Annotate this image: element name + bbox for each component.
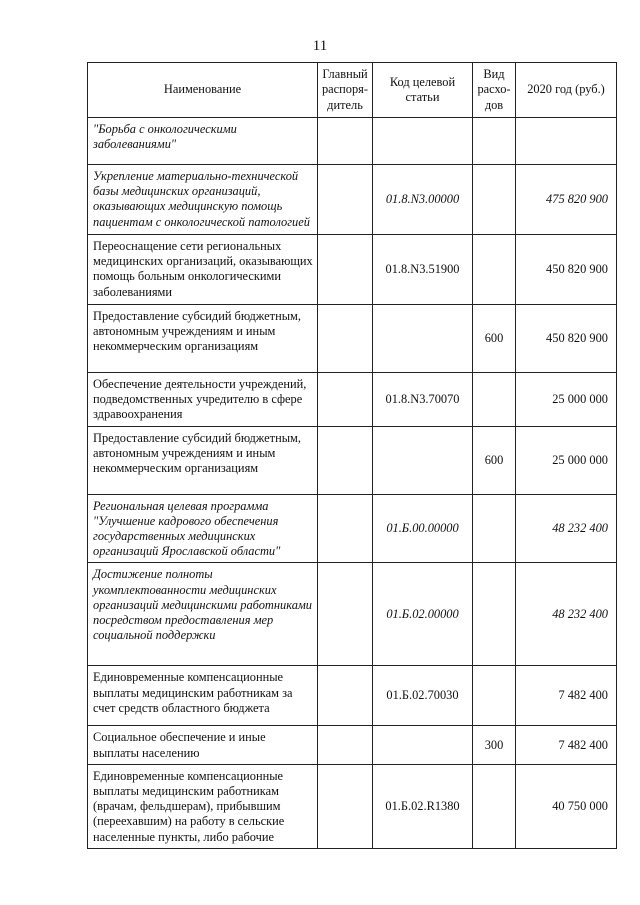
table-row bbox=[88, 235, 617, 305]
table-row bbox=[88, 726, 617, 764]
row-code-cell: 01.Б.02.00000 bbox=[373, 563, 473, 666]
row-admin-cell bbox=[318, 305, 373, 373]
row-name-cell: Предоставление субсидий бюджетным, автономным учреждениям и иным некоммерческим организациям bbox=[88, 305, 318, 373]
row-name-cell: Укрепление материально-технической базы медицинских организаций, оказывающих медицинскую помощь пациентам с онкологической патологией bbox=[88, 165, 318, 235]
table-header-row bbox=[88, 63, 617, 118]
row-admin-cell bbox=[318, 666, 373, 726]
row-type-cell: 600 bbox=[473, 305, 516, 373]
row-type-cell bbox=[473, 235, 516, 305]
row-admin-cell bbox=[318, 426, 373, 494]
header-admin: Главный распоря-дитель bbox=[318, 63, 373, 118]
row-sum-cell: 475 820 900 bbox=[516, 165, 617, 235]
row-code-cell: 01.Б.02.70030 bbox=[373, 666, 473, 726]
row-code-cell: 01.Б.02.R1380 bbox=[373, 764, 473, 848]
row-type-cell bbox=[473, 165, 516, 235]
table-row bbox=[88, 764, 617, 848]
row-sum-cell: 7 482 400 bbox=[516, 726, 617, 764]
header-type: Вид расхо-дов bbox=[473, 63, 516, 118]
row-code-cell bbox=[373, 305, 473, 373]
row-admin-cell bbox=[318, 563, 373, 666]
page-number: 11 bbox=[312, 38, 328, 54]
row-sum-cell: 450 820 900 bbox=[516, 235, 617, 305]
row-type-cell bbox=[473, 494, 516, 563]
row-type-cell: 600 bbox=[473, 426, 516, 494]
header-code: Код целевой статьи bbox=[373, 63, 473, 118]
row-admin-cell bbox=[318, 118, 373, 165]
row-type-cell: 300 bbox=[473, 726, 516, 764]
table-row bbox=[88, 666, 617, 726]
row-code-cell bbox=[373, 726, 473, 764]
row-sum-cell: 25 000 000 bbox=[516, 373, 617, 427]
row-name-cell: Переоснащение сети региональных медицинских организаций, оказывающих помощь больным онкологическими заболеваниями bbox=[88, 235, 318, 305]
budget-table bbox=[87, 62, 617, 849]
row-code-cell: 01.8.N3.70070 bbox=[373, 373, 473, 427]
row-name-cell: "Борьба с онкологическими заболеваниями" bbox=[88, 118, 318, 165]
row-name-cell: Региональная целевая программа "Улучшение кадрового обеспечения государственных медицинских организаций Ярославской области" bbox=[88, 494, 318, 563]
row-name-cell: Социальное обеспечение и иные выплаты населению bbox=[88, 726, 318, 764]
table-row bbox=[88, 373, 617, 427]
row-type-cell bbox=[473, 563, 516, 666]
row-code-cell bbox=[373, 118, 473, 165]
row-code-cell: 01.Б.00.00000 bbox=[373, 494, 473, 563]
row-sum-cell: 7 482 400 bbox=[516, 666, 617, 726]
row-admin-cell bbox=[318, 764, 373, 848]
header-sum: 2020 год (руб.) bbox=[516, 63, 617, 118]
row-code-cell: 01.8.N3.51900 bbox=[373, 235, 473, 305]
row-sum-cell: 450 820 900 bbox=[516, 305, 617, 373]
row-type-cell bbox=[473, 764, 516, 848]
table-row bbox=[88, 165, 617, 235]
row-name-cell: Достижение полноты укомплектованности медицинских организаций медицинскими работниками посредством предоставления мер социальной поддержки bbox=[88, 563, 318, 666]
row-code-cell: 01.8.N3.00000 bbox=[373, 165, 473, 235]
row-sum-cell: 25 000 000 bbox=[516, 426, 617, 494]
row-admin-cell bbox=[318, 373, 373, 427]
row-code-cell bbox=[373, 426, 473, 494]
row-admin-cell bbox=[318, 235, 373, 305]
row-type-cell bbox=[473, 373, 516, 427]
row-sum-cell bbox=[516, 118, 617, 165]
row-admin-cell bbox=[318, 726, 373, 764]
table-row bbox=[88, 305, 617, 373]
row-name-cell: Предоставление субсидий бюджетным, автономным учреждениям и иным некоммерческим организациям bbox=[88, 426, 318, 494]
table-row bbox=[88, 563, 617, 666]
row-type-cell bbox=[473, 666, 516, 726]
row-name-cell: Единовременные компенсационные выплаты медицинским работникам (врачам, фельдшерам), прибывшим (переехавшим) на работу в сельские населенные пункты, либо рабочие bbox=[88, 764, 318, 848]
row-sum-cell: 40 750 000 bbox=[516, 764, 617, 848]
row-admin-cell bbox=[318, 165, 373, 235]
row-sum-cell: 48 232 400 bbox=[516, 494, 617, 563]
row-type-cell bbox=[473, 118, 516, 165]
row-admin-cell bbox=[318, 494, 373, 563]
row-sum-cell: 48 232 400 bbox=[516, 563, 617, 666]
row-name-cell: Единовременные компенсационные выплаты медицинским работникам за счет средств областного бюджета bbox=[88, 666, 318, 726]
table-row bbox=[88, 426, 617, 494]
table-row bbox=[88, 118, 617, 165]
table-row bbox=[88, 494, 617, 563]
header-name: Наименование bbox=[88, 63, 318, 118]
row-name-cell: Обеспечение деятельности учреждений, подведомственных учредителю в сфере здравоохранения bbox=[88, 373, 318, 427]
